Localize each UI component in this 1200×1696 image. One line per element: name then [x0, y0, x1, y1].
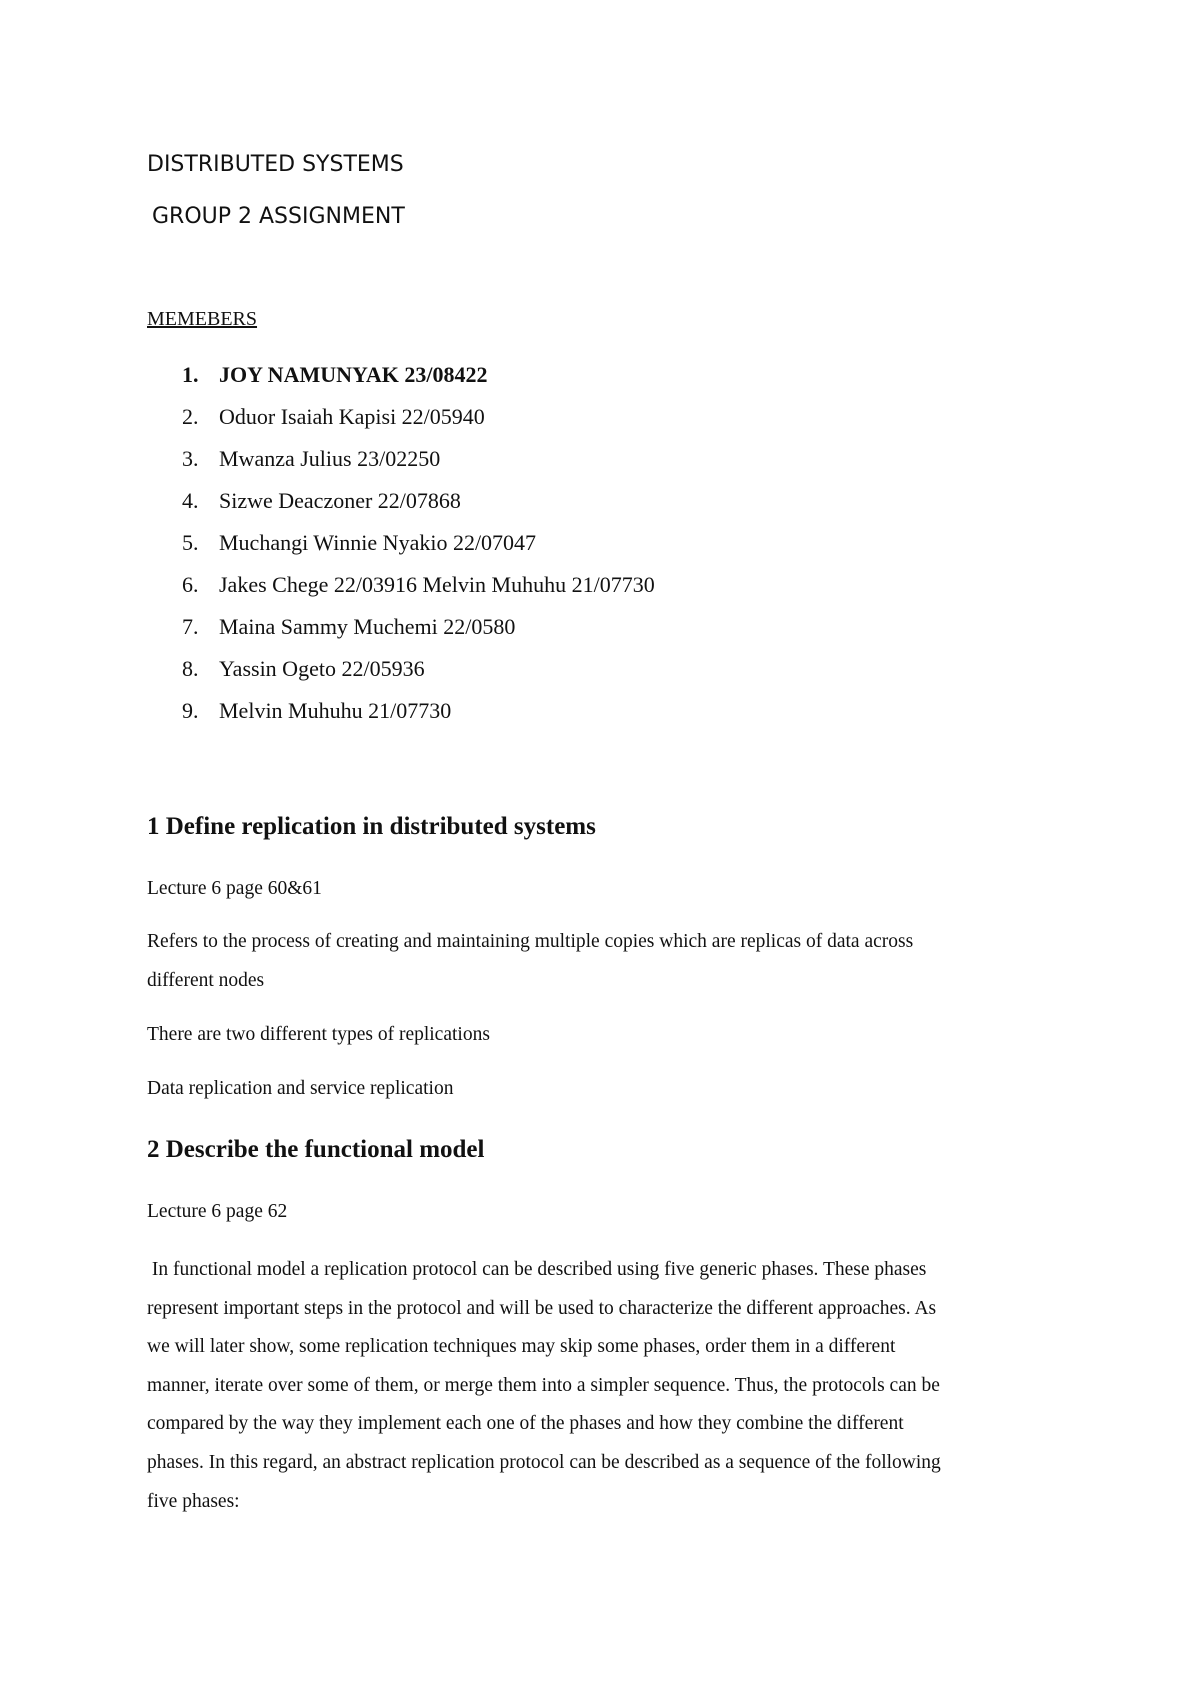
section-2-body	[147, 1251, 1067, 1521]
list-item-number: 9.	[182, 698, 199, 723]
paragraph-line: phases. In this regard, an abstract replication protocol can be described as a sequence of the following	[147, 1451, 941, 1473]
section-1-reference: Lecture 6 page 60&61	[147, 878, 322, 899]
list-item-number: 1.	[182, 362, 199, 387]
document-title: DISTRIBUTED SYSTEMS	[147, 152, 404, 177]
list-item-number: 5.	[182, 530, 199, 555]
list-item-number: 8.	[182, 656, 199, 681]
section-1-heading: 1 Define replication in distributed systems	[147, 813, 596, 840]
paragraph-line: different nodes	[147, 969, 265, 991]
section-1-definition	[147, 923, 1067, 1000]
list-item-number: 4.	[182, 488, 199, 513]
section-1-types: Data replication and service replication	[147, 1078, 454, 1099]
list-item-text: Sizwe Deaczoner 22/07868	[219, 488, 461, 513]
list-item-number: 7.	[182, 614, 199, 639]
list-item-text: Muchangi Winnie Nyakio 22/07047	[219, 530, 537, 555]
paragraph-line: manner, iterate over some of them, or merge them into a simpler sequence. Thus, the protocols can be	[147, 1374, 940, 1396]
members-label: MEMEBERS	[147, 308, 258, 330]
paragraph-line: five phases:	[147, 1490, 240, 1512]
section-2-reference: Lecture 6 page 62	[147, 1201, 288, 1222]
list-item-text: Jakes Chege 22/03916 Melvin Muhuhu 21/07730	[219, 572, 655, 597]
list-item-text: Yassin Ogeto 22/05936	[219, 656, 425, 681]
paragraph-line: compared by the way they implement each one of the phases and how they combine the different	[147, 1413, 904, 1435]
paragraph-line: In functional model a replication protocol can be described using five generic phases. These phases	[147, 1259, 927, 1280]
paragraph-line: represent important steps in the protocol and will be used to characterize the different approaches. As	[147, 1297, 937, 1319]
list-item-text: Oduor Isaiah Kapisi 22/05940	[219, 404, 485, 429]
list-item-text: Melvin Muhuhu 21/07730	[219, 698, 452, 723]
section-2-heading: 2 Describe the functional model	[147, 1136, 485, 1163]
list-item-text: JOY NAMUNYAK 23/08422	[219, 362, 488, 387]
list-item-text: Mwanza Julius 23/02250	[219, 446, 441, 471]
list-item-number: 6.	[182, 572, 199, 597]
document-subtitle: GROUP 2 ASSIGNMENT	[152, 204, 405, 229]
list-item-number: 2.	[182, 404, 199, 429]
list-item-text: Maina Sammy Muchemi 22/0580	[219, 614, 516, 639]
paragraph-line: Refers to the process of creating and maintaining multiple copies which are replicas of data across	[147, 931, 914, 952]
section-1-types-intro: There are two different types of replications	[147, 1024, 490, 1045]
list-item-number: 3.	[182, 446, 199, 471]
paragraph-line: we will later show, some replication techniques may skip some phases, order them in a different	[147, 1336, 896, 1358]
